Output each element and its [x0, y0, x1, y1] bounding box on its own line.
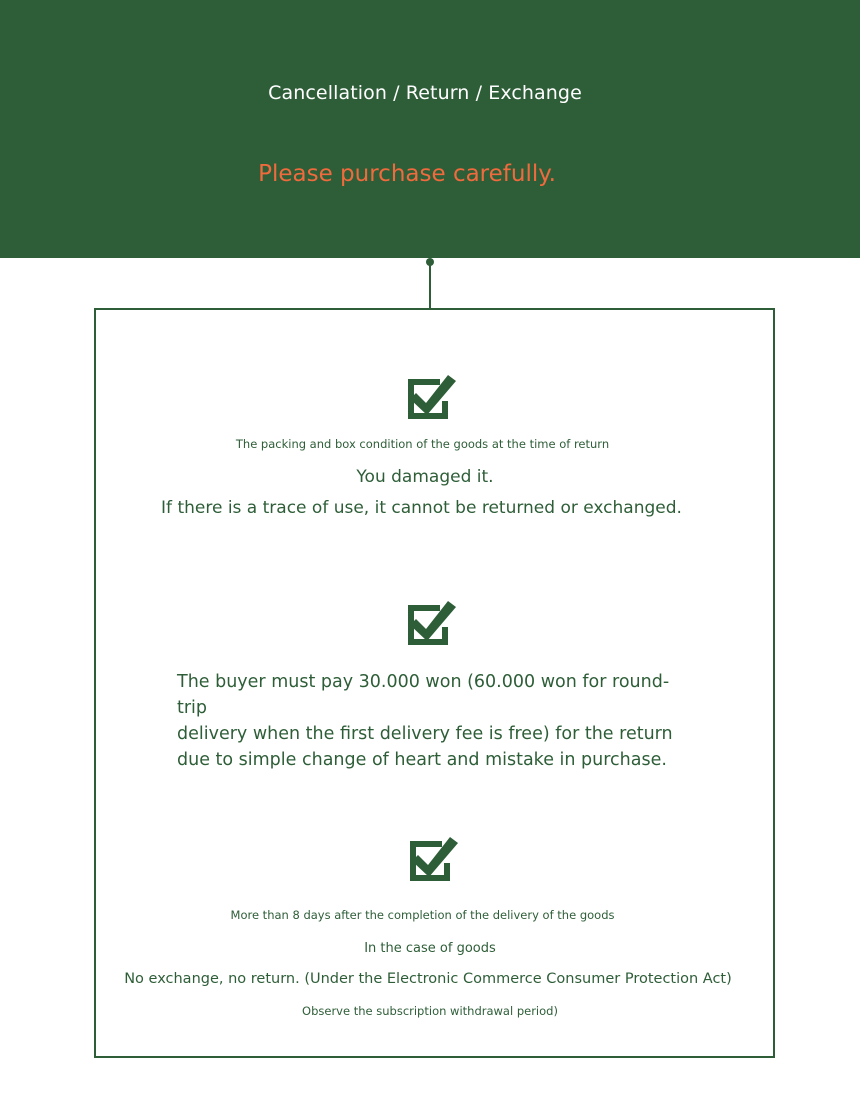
section-2-line-2: delivery when the first delivery fee is free) for the return [177, 724, 673, 744]
section-3-caption: More than 8 days after the completion of the delivery of the goods [230, 908, 615, 922]
section-1-line-1: You damaged it. [356, 467, 494, 487]
page-title: Cancellation / Return / Exchange [268, 82, 582, 104]
header-banner [0, 0, 860, 258]
section-1-line-2: If there is a trace of use, it cannot be returned or exchanged. [161, 498, 682, 518]
checkbox-checked-icon [408, 835, 462, 883]
section-3-line-1: In the case of goods [364, 941, 496, 956]
section-2-line-3: due to simple change of heart and mistake in purchase. [177, 750, 667, 770]
purchase-warning: Please purchase carefully. [258, 161, 556, 187]
section-2-line-1: The buyer must pay 30.000 won (60.000 won for round-trip [177, 672, 670, 718]
checkbox-checked-icon [406, 373, 460, 421]
checkbox-checked-icon [406, 599, 460, 647]
section-3-line-2: No exchange, no return. (Under the Electronic Commerce Consumer Protection Act) [124, 971, 732, 987]
section-3-line-3: Observe the subscription withdrawal period) [302, 1004, 558, 1018]
connector-line [429, 262, 431, 309]
section-2-paragraph [177, 669, 697, 773]
section-1-caption: The packing and box condition of the goods at the time of return [235, 437, 610, 451]
